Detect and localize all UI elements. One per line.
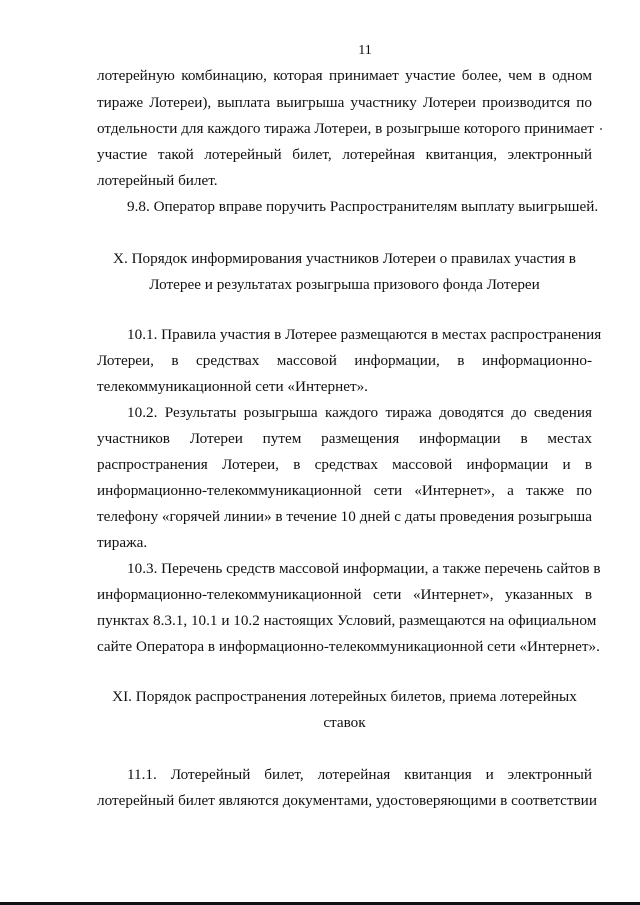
paragraph-line: телефону «горячей линии» в течение 10 дней с даты проведения розыгрыша: [97, 508, 592, 525]
paragraph-line: информационно-телекоммуникационной сети «Интернет», указанных в: [97, 586, 592, 603]
section-heading-line: Лотерее и результатах розыгрыша призового фонда Лотереи: [149, 276, 540, 293]
paragraph-line: тиража.: [97, 534, 148, 551]
paragraph-line: тираже Лотереи), выплата выигрыша участнику Лотереи производится по: [97, 94, 592, 111]
paragraph-line: сайте Оператора в информационно-телекоммуникационной сети «Интернет».: [97, 638, 600, 655]
section-heading-line: X. Порядок информирования участников Лотереи о правилах участия в: [113, 250, 576, 267]
paragraph-line: телекоммуникационной сети «Интернет».: [97, 378, 368, 395]
paragraph-line: 9.8. Оператор вправе поручить Распространителям выплату выигрышей.: [127, 198, 599, 215]
paragraph-line: пунктах 8.3.1, 10.1 и 10.2 настоящих Условий, размещаются на официальном: [97, 612, 597, 629]
page-number: 11: [358, 43, 372, 58]
paragraph-line: 10.1. Правила участия в Лотерее размещаются в местах распространения: [127, 326, 602, 343]
paragraph-line: отдельности для каждого тиража Лотереи, в розыгрыше которого принимает: [97, 120, 594, 137]
paragraph-line: лотерейный билет являются документами, удостоверяющими в соответствии: [97, 792, 597, 809]
paragraph-line: 10.3. Перечень средств массовой информации, а также перечень сайтов в: [127, 560, 601, 577]
paragraph-line: 11.1. Лотерейный билет, лотерейная квитанция и электронный: [127, 766, 592, 783]
paragraph-line: лотерейный билет.: [97, 172, 218, 189]
paragraph-line: участников Лотереи путем размещения информации в местах: [97, 430, 592, 447]
paragraph-line: 10.2. Результаты розыгрыша каждого тиража доводятся до сведения: [127, 404, 592, 421]
section-heading-line: XI. Порядок распространения лотерейных билетов, приема лотерейных: [112, 688, 577, 705]
paragraph-line: распространения Лотереи, в средствах массовой информации и в: [97, 456, 592, 473]
paragraph-line: Лотереи, в средствах массовой информации, в информационно-: [97, 352, 592, 369]
section-heading-line: ставок: [323, 714, 366, 731]
scan-speck: [600, 128, 602, 130]
paragraph-line: информационно-телекоммуникационной сети «Интернет», а также по: [97, 482, 592, 499]
paragraph-line: лотерейную комбинацию, которая принимает участие более, чем в одном: [97, 67, 592, 84]
paragraph-line: участие такой лотерейный билет, лотерейная квитанция, электронный: [97, 146, 592, 163]
